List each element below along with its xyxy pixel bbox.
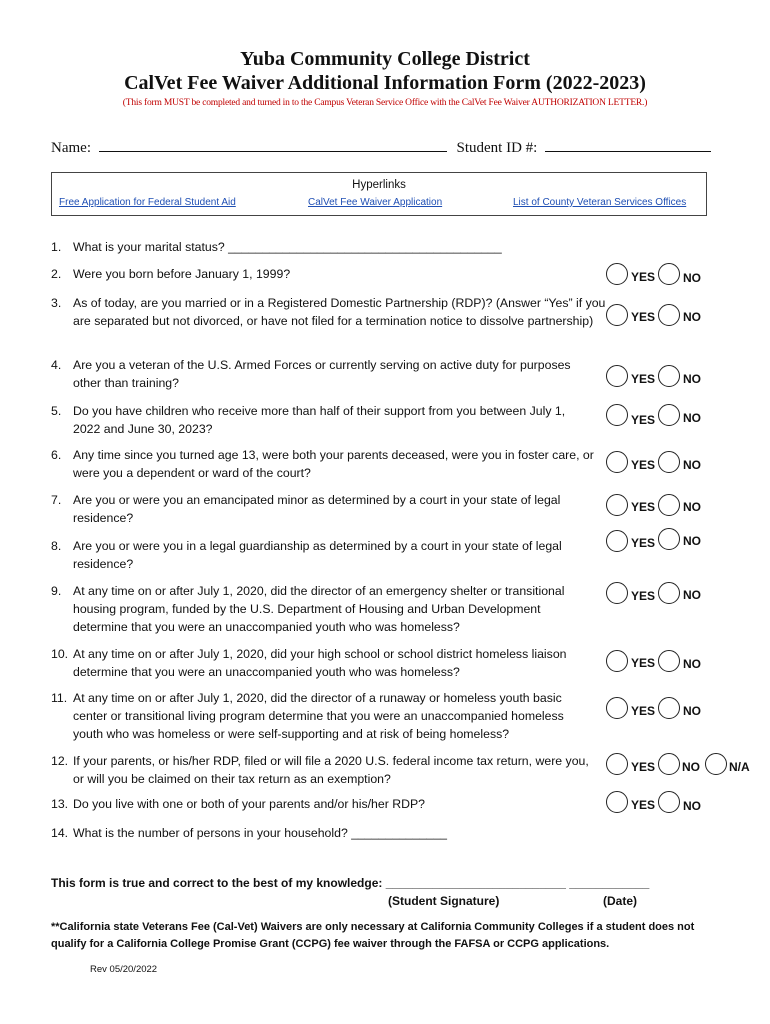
student-id-field[interactable]	[545, 136, 711, 152]
question-text: Are you a veteran of the U.S. Armed Forces or currently serving on active duty for purposes other than training?	[73, 358, 571, 390]
q3-no-label: NO	[683, 310, 701, 324]
q2-no-radio[interactable]	[658, 263, 680, 285]
calvet-application-link[interactable]: CalVet Fee Waiver Application	[308, 197, 443, 208]
q9-yes-radio[interactable]	[606, 582, 628, 604]
q12-yes-radio[interactable]	[606, 753, 628, 775]
q10-no-label: NO	[683, 657, 701, 671]
question-number: 1.	[51, 240, 62, 254]
submission-note: (This form MUST be completed and turned in to the Campus Veteran Service Office with the CalVet Fee Waiver AUTHORIZATION LETTER.)	[122, 98, 648, 108]
question-number: 8.	[51, 539, 62, 553]
q9-no-radio[interactable]	[658, 582, 680, 604]
question-text: Do you have children who receive more than half of their support from you between July 1, 2022 and June 30, 2023?	[73, 404, 566, 436]
q9-yes-label: YES	[631, 589, 656, 603]
q6-no-label: NO	[683, 458, 701, 472]
q4-yes-radio[interactable]	[606, 365, 628, 387]
q5-no-radio[interactable]	[658, 404, 680, 426]
signature-label: (Student Signature)	[388, 894, 500, 908]
question-number: 10.	[51, 647, 69, 661]
q10-yes-label: YES	[631, 656, 656, 670]
certification-statement: This form is true and correct to the best of my knowledge: ___________________________ ____________	[51, 876, 650, 890]
q8-yes-radio[interactable]	[606, 530, 628, 552]
q10-no-radio[interactable]	[658, 650, 680, 672]
question-text: Were you born before January 1, 1999?	[73, 267, 291, 281]
question-number: 14.	[51, 826, 69, 840]
q7-no-radio[interactable]	[658, 494, 680, 516]
question-text: Are you or were you an emancipated minor as determined by a court in your state of legal residence?	[73, 493, 561, 525]
calvet-footnote: **California state Veterans Fee (Cal-Vet) Waivers are only necessary at California Community Colleges if a student does not qualify for a California College Promise Grant (CCPG) fee waiver through the FAFSA or CCPG applications.	[51, 921, 695, 950]
q12-na-radio[interactable]	[705, 753, 727, 775]
question-number: 4.	[51, 358, 62, 372]
question-number: 9.	[51, 584, 62, 598]
q5-yes-radio[interactable]	[606, 404, 628, 426]
q2-yes-label: YES	[631, 270, 656, 284]
student-id-label: Student ID #:	[456, 140, 538, 156]
q12-no-radio[interactable]	[658, 753, 680, 775]
q7-no-label: NO	[683, 500, 701, 514]
q9-no-label: NO	[683, 588, 701, 602]
q2-no-label: NO	[683, 271, 701, 285]
q7-yes-radio[interactable]	[606, 494, 628, 516]
q10-yes-radio[interactable]	[606, 650, 628, 672]
question-text: Any time since you turned age 13, were both your parents deceased, were you in foster care, or were you a dependent or ward of the court?	[73, 448, 594, 480]
question-text: At any time on or after July 1, 2020, did your high school or school district homeless liaison determine that you were an unaccompanied youth who was homeless?	[73, 647, 567, 679]
q4-no-label: NO	[683, 372, 701, 386]
question-text: Are you or were you in a legal guardianship as determined by a court in your state of legal residence?	[73, 539, 562, 571]
q13-yes-label: YES	[631, 798, 656, 812]
q11-yes-radio[interactable]	[606, 697, 628, 719]
county-veteran-offices-link[interactable]: List of County Veteran Services Offices	[513, 197, 687, 208]
question-text: Do you live with one or both of your parents and/or his/her RDP?	[73, 797, 426, 811]
q8-no-label: NO	[683, 534, 701, 548]
date-label: (Date)	[603, 894, 638, 908]
question-number: 11.	[51, 691, 68, 705]
q8-yes-label: YES	[631, 536, 656, 550]
question-text: At any time on or after July 1, 2020, did the director of an emergency shelter or transitional housing program, funded by the U.S. Department of Housing and Urban Development determine that you were an unaccompanied youth who was homeless?	[73, 584, 565, 634]
q11-yes-label: YES	[631, 704, 656, 718]
form-title: CalVet Fee Waiver Additional Information Form (2022-2023)	[124, 72, 646, 94]
q3-no-radio[interactable]	[658, 304, 680, 326]
question-number: 13.	[51, 797, 69, 811]
q13-no-label: NO	[683, 799, 701, 813]
hyperlinks-title: Hyperlinks	[352, 179, 406, 191]
q4-no-radio[interactable]	[658, 365, 680, 387]
q2-yes-radio[interactable]	[606, 263, 628, 285]
q7-yes-label: YES	[631, 500, 656, 514]
question-number: 3.	[51, 296, 62, 310]
q3-yes-label: YES	[631, 310, 656, 324]
fafsa-link[interactable]: Free Application for Federal Student Aid	[59, 197, 236, 208]
question-text: As of today, are you married or in a Registered Domestic Partnership (RDP)? (Answer “Yes” if you are separated but not divorced, or have not filed for a termination notice to dissolve partnership)	[73, 296, 606, 328]
q13-no-radio[interactable]	[658, 791, 680, 813]
question-text: What is the number of persons in your household? ______________	[73, 826, 447, 840]
revision-date: Rev 05/20/2022	[90, 964, 158, 975]
q12-no-label: NO	[682, 760, 700, 774]
q12-yes-label: YES	[631, 760, 656, 774]
q12-na-label: N/A	[729, 760, 750, 774]
q11-no-label: NO	[683, 704, 701, 718]
q5-yes-label: YES	[631, 413, 656, 427]
q6-yes-radio[interactable]	[606, 451, 628, 473]
q13-yes-radio[interactable]	[606, 791, 628, 813]
q4-yes-label: YES	[631, 372, 656, 386]
district-title: Yuba Community College District	[240, 48, 530, 70]
question-number: 12.	[51, 754, 69, 768]
hyperlinks-box	[51, 172, 707, 216]
q6-no-radio[interactable]	[658, 451, 680, 473]
name-label: Name:	[51, 140, 91, 156]
name-field[interactable]	[99, 136, 447, 152]
question-text: If your parents, or his/her RDP, filed or will file a 2020 U.S. federal income tax return, were you, or will you be claimed on their tax return as an exemption?	[73, 754, 589, 786]
identity-row	[51, 136, 711, 157]
question-number: 7.	[51, 493, 62, 507]
q5-no-label: NO	[683, 411, 701, 425]
question-number: 6.	[51, 448, 62, 462]
q3-yes-radio[interactable]	[606, 304, 628, 326]
question-text: At any time on or after July 1, 2020, did the director of a runaway or homeless youth basic center or transitional living program determine that you were an unaccompanied homeless youth who was homeless or were self-supporting and at risk of being homeless?	[73, 691, 564, 741]
question-number: 2.	[51, 267, 62, 281]
question-text: What is your marital status? ________________________________________	[73, 240, 502, 254]
q11-no-radio[interactable]	[658, 697, 680, 719]
q6-yes-label: YES	[631, 458, 656, 472]
q8-no-radio[interactable]	[658, 528, 680, 550]
question-number: 5.	[51, 404, 62, 418]
